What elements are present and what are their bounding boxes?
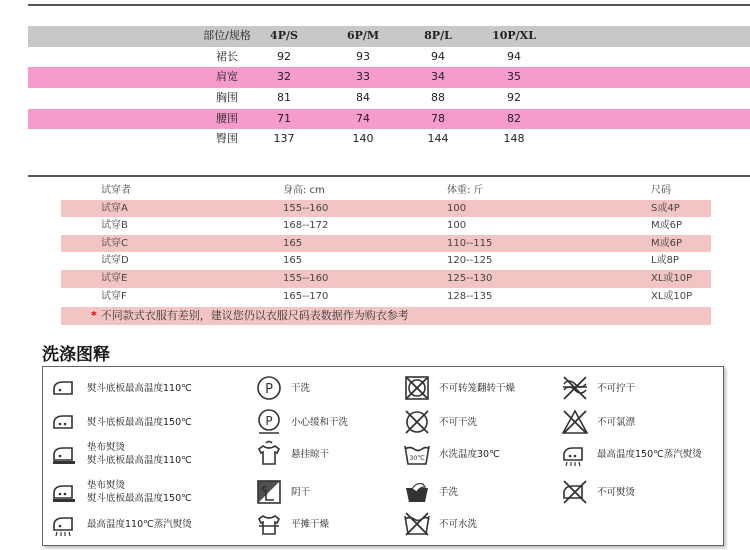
care-label: 不可氯漂 — [597, 416, 636, 428]
size-cell: 81 — [277, 91, 291, 105]
tryon-cell: 试穿E — [101, 272, 128, 284]
asterisk-icon: * — [91, 309, 97, 322]
steam-iron-150-icon — [561, 440, 589, 468]
cloth-iron-110-icon — [51, 440, 79, 468]
size-row-label: 肩宽 — [216, 70, 238, 84]
no-tumble-dry-icon — [403, 374, 431, 402]
tryon-row — [61, 252, 711, 270]
no-dry-clean-icon — [403, 408, 431, 436]
tryon-cell: 试穿A — [101, 202, 128, 214]
care-label: 垫布熨烫 — [87, 480, 126, 491]
tryon-cell: 155--160 — [283, 202, 329, 214]
tryon-row — [61, 200, 711, 218]
tryon-cell: M或6P — [651, 220, 683, 232]
size-cell: 92 — [507, 91, 521, 105]
care-item — [51, 373, 192, 403]
tryon-row — [61, 217, 711, 235]
tryon-row — [61, 235, 711, 253]
header-cell: 4P/S — [270, 29, 298, 42]
care-label: 不可转笼翻转干燥 — [439, 382, 516, 394]
size-cell: 94 — [507, 49, 521, 63]
iron-150-icon — [51, 408, 79, 436]
tryon-cell: 110--115 — [447, 237, 493, 249]
care-item — [51, 439, 192, 469]
size-row — [28, 129, 750, 150]
size-cell: 140 — [352, 132, 374, 146]
note-text: 不同款式衣服有差别，建议您仍以衣服尺码表数据作为购衣参考 — [100, 309, 409, 322]
size-cell: 88 — [431, 91, 445, 105]
size-row — [28, 109, 750, 130]
care-item — [255, 407, 348, 437]
tryon-cell: 128--135 — [447, 290, 493, 302]
tryon-cell: 100 — [447, 220, 467, 232]
size-table — [28, 26, 750, 150]
size-row — [28, 47, 750, 68]
wash-30-icon — [403, 440, 431, 468]
shade-dry-icon — [255, 478, 283, 506]
tryon-cell: 试穿C — [101, 237, 128, 249]
header-cell: 身高: cm — [283, 185, 325, 196]
size-cell: 82 — [507, 111, 521, 125]
care-label: 不可熨烫 — [597, 486, 636, 498]
tryon-cell: 165--170 — [283, 290, 329, 302]
tryon-row — [61, 288, 711, 306]
care-item — [403, 373, 515, 403]
care-label: 小心缓和干洗 — [291, 416, 349, 428]
care-item — [51, 509, 192, 539]
tryon-cell: L或8P — [651, 255, 679, 267]
steam-iron-110-icon — [51, 510, 79, 538]
care-label: 手洗 — [439, 486, 459, 498]
care-item — [403, 439, 500, 469]
care-legend — [42, 366, 724, 546]
size-cell: 84 — [356, 91, 370, 105]
header-cell: 8P/L — [424, 29, 452, 42]
size-cell: 33 — [356, 70, 370, 84]
care-item — [255, 373, 310, 403]
no-bleach-icon — [561, 408, 589, 436]
tryon-cell: 试穿F — [101, 290, 127, 302]
size-cell: 32 — [277, 70, 291, 84]
care-item — [403, 477, 458, 507]
tryon-cell: XL或10P — [651, 290, 693, 302]
tryon-cell: 试穿B — [101, 220, 128, 232]
care-title: 洗涤图释 — [42, 345, 110, 365]
care-item — [255, 439, 329, 469]
tryon-cell: XL或10P — [651, 272, 693, 284]
care-label: 悬挂晾干 — [291, 448, 330, 460]
care-label: 熨斗底板最高温度110℃ — [87, 455, 192, 466]
care-item — [561, 439, 702, 469]
care-item — [403, 407, 477, 437]
size-cell: 34 — [431, 70, 445, 84]
size-cell: 93 — [356, 49, 370, 63]
header-cell: 6P/M — [346, 29, 380, 42]
care-label: 不可水洗 — [439, 518, 478, 530]
size-row-label: 胸围 — [216, 91, 238, 105]
care-item — [255, 477, 310, 507]
care-label: 熨斗底板最高温度110℃ — [87, 382, 192, 394]
hand-wash-icon — [403, 478, 431, 506]
care-item — [561, 373, 635, 403]
size-cell: 35 — [507, 70, 521, 84]
care-item — [51, 477, 192, 507]
tryon-cell: S或4P — [651, 202, 680, 214]
header-cell: 部位/规格 — [203, 29, 251, 42]
tryon-cell: 120--125 — [447, 255, 493, 267]
size-cell: 74 — [356, 111, 370, 125]
care-label: 熨斗底板最高温度150℃ — [87, 416, 192, 428]
tryon-cell: 155--160 — [283, 272, 329, 284]
tryon-cell: 165 — [283, 255, 303, 267]
size-cell: 144 — [427, 132, 449, 146]
svg-text:30℃: 30℃ — [409, 454, 425, 462]
size-row — [28, 88, 750, 109]
dry-clean-icon — [255, 374, 283, 402]
no-wash-icon — [403, 510, 431, 538]
tryon-cell: M或6P — [651, 237, 683, 249]
tryon-cell: 100 — [447, 202, 467, 214]
iron-110-icon — [51, 374, 79, 402]
care-item — [255, 509, 329, 539]
care-label: 最高温度110℃蒸汽熨烫 — [87, 518, 192, 530]
hang-dry-icon — [255, 440, 283, 468]
cloth-iron-150-icon — [51, 478, 79, 506]
care-item — [51, 407, 192, 437]
size-row-label: 臀围 — [216, 132, 238, 146]
size-row-label: 腰围 — [216, 111, 238, 125]
tryon-table — [61, 182, 711, 305]
size-note — [61, 307, 711, 325]
no-iron-icon — [561, 478, 589, 506]
tryon-row — [61, 270, 711, 288]
flat-dry-icon — [255, 510, 283, 538]
tryon-cell: 165 — [283, 237, 303, 249]
care-item — [561, 477, 635, 507]
header-cell: 10P/XL — [492, 29, 536, 42]
size-cell: 137 — [273, 132, 295, 146]
care-label: 水洗温度30℃ — [439, 448, 500, 460]
care-label: 阴干 — [291, 486, 311, 498]
care-item — [561, 407, 635, 437]
size-cell: 148 — [503, 132, 525, 146]
header-cell: 试穿者 — [101, 185, 131, 196]
size-cell: 71 — [277, 111, 291, 125]
care-label: 不可干洗 — [439, 416, 478, 428]
care-label: 熨斗底板最高温度150℃ — [87, 493, 192, 504]
size-cell: 78 — [431, 111, 445, 125]
size-row — [28, 67, 750, 88]
svg-text:P: P — [265, 414, 273, 428]
care-item — [403, 509, 477, 539]
size-row-label: 裙长 — [216, 49, 238, 63]
care-label: 不可拧干 — [597, 382, 636, 394]
middle-divider — [28, 175, 750, 177]
care-label: 干洗 — [291, 382, 311, 394]
svg-text:P: P — [265, 382, 273, 397]
size-cell: 94 — [431, 49, 445, 63]
tryon-cell: 168--172 — [283, 220, 329, 232]
top-divider — [28, 4, 750, 6]
no-wring-icon — [561, 374, 589, 402]
header-cell: 尺码 — [651, 185, 671, 196]
tryon-cell: 125--130 — [447, 272, 493, 284]
size-cell: 92 — [277, 49, 291, 63]
tryon-cell: 试穿D — [101, 255, 129, 267]
gentle-dry-clean-icon — [255, 408, 283, 436]
care-label: 最高温度150℃蒸汽熨烫 — [597, 448, 702, 460]
size-table-header — [28, 26, 750, 47]
care-label: 平摊干燥 — [291, 518, 330, 530]
care-label: 垫布熨烫 — [87, 442, 126, 453]
tryon-header — [61, 182, 711, 200]
header-cell: 体重: 斤 — [447, 185, 484, 196]
